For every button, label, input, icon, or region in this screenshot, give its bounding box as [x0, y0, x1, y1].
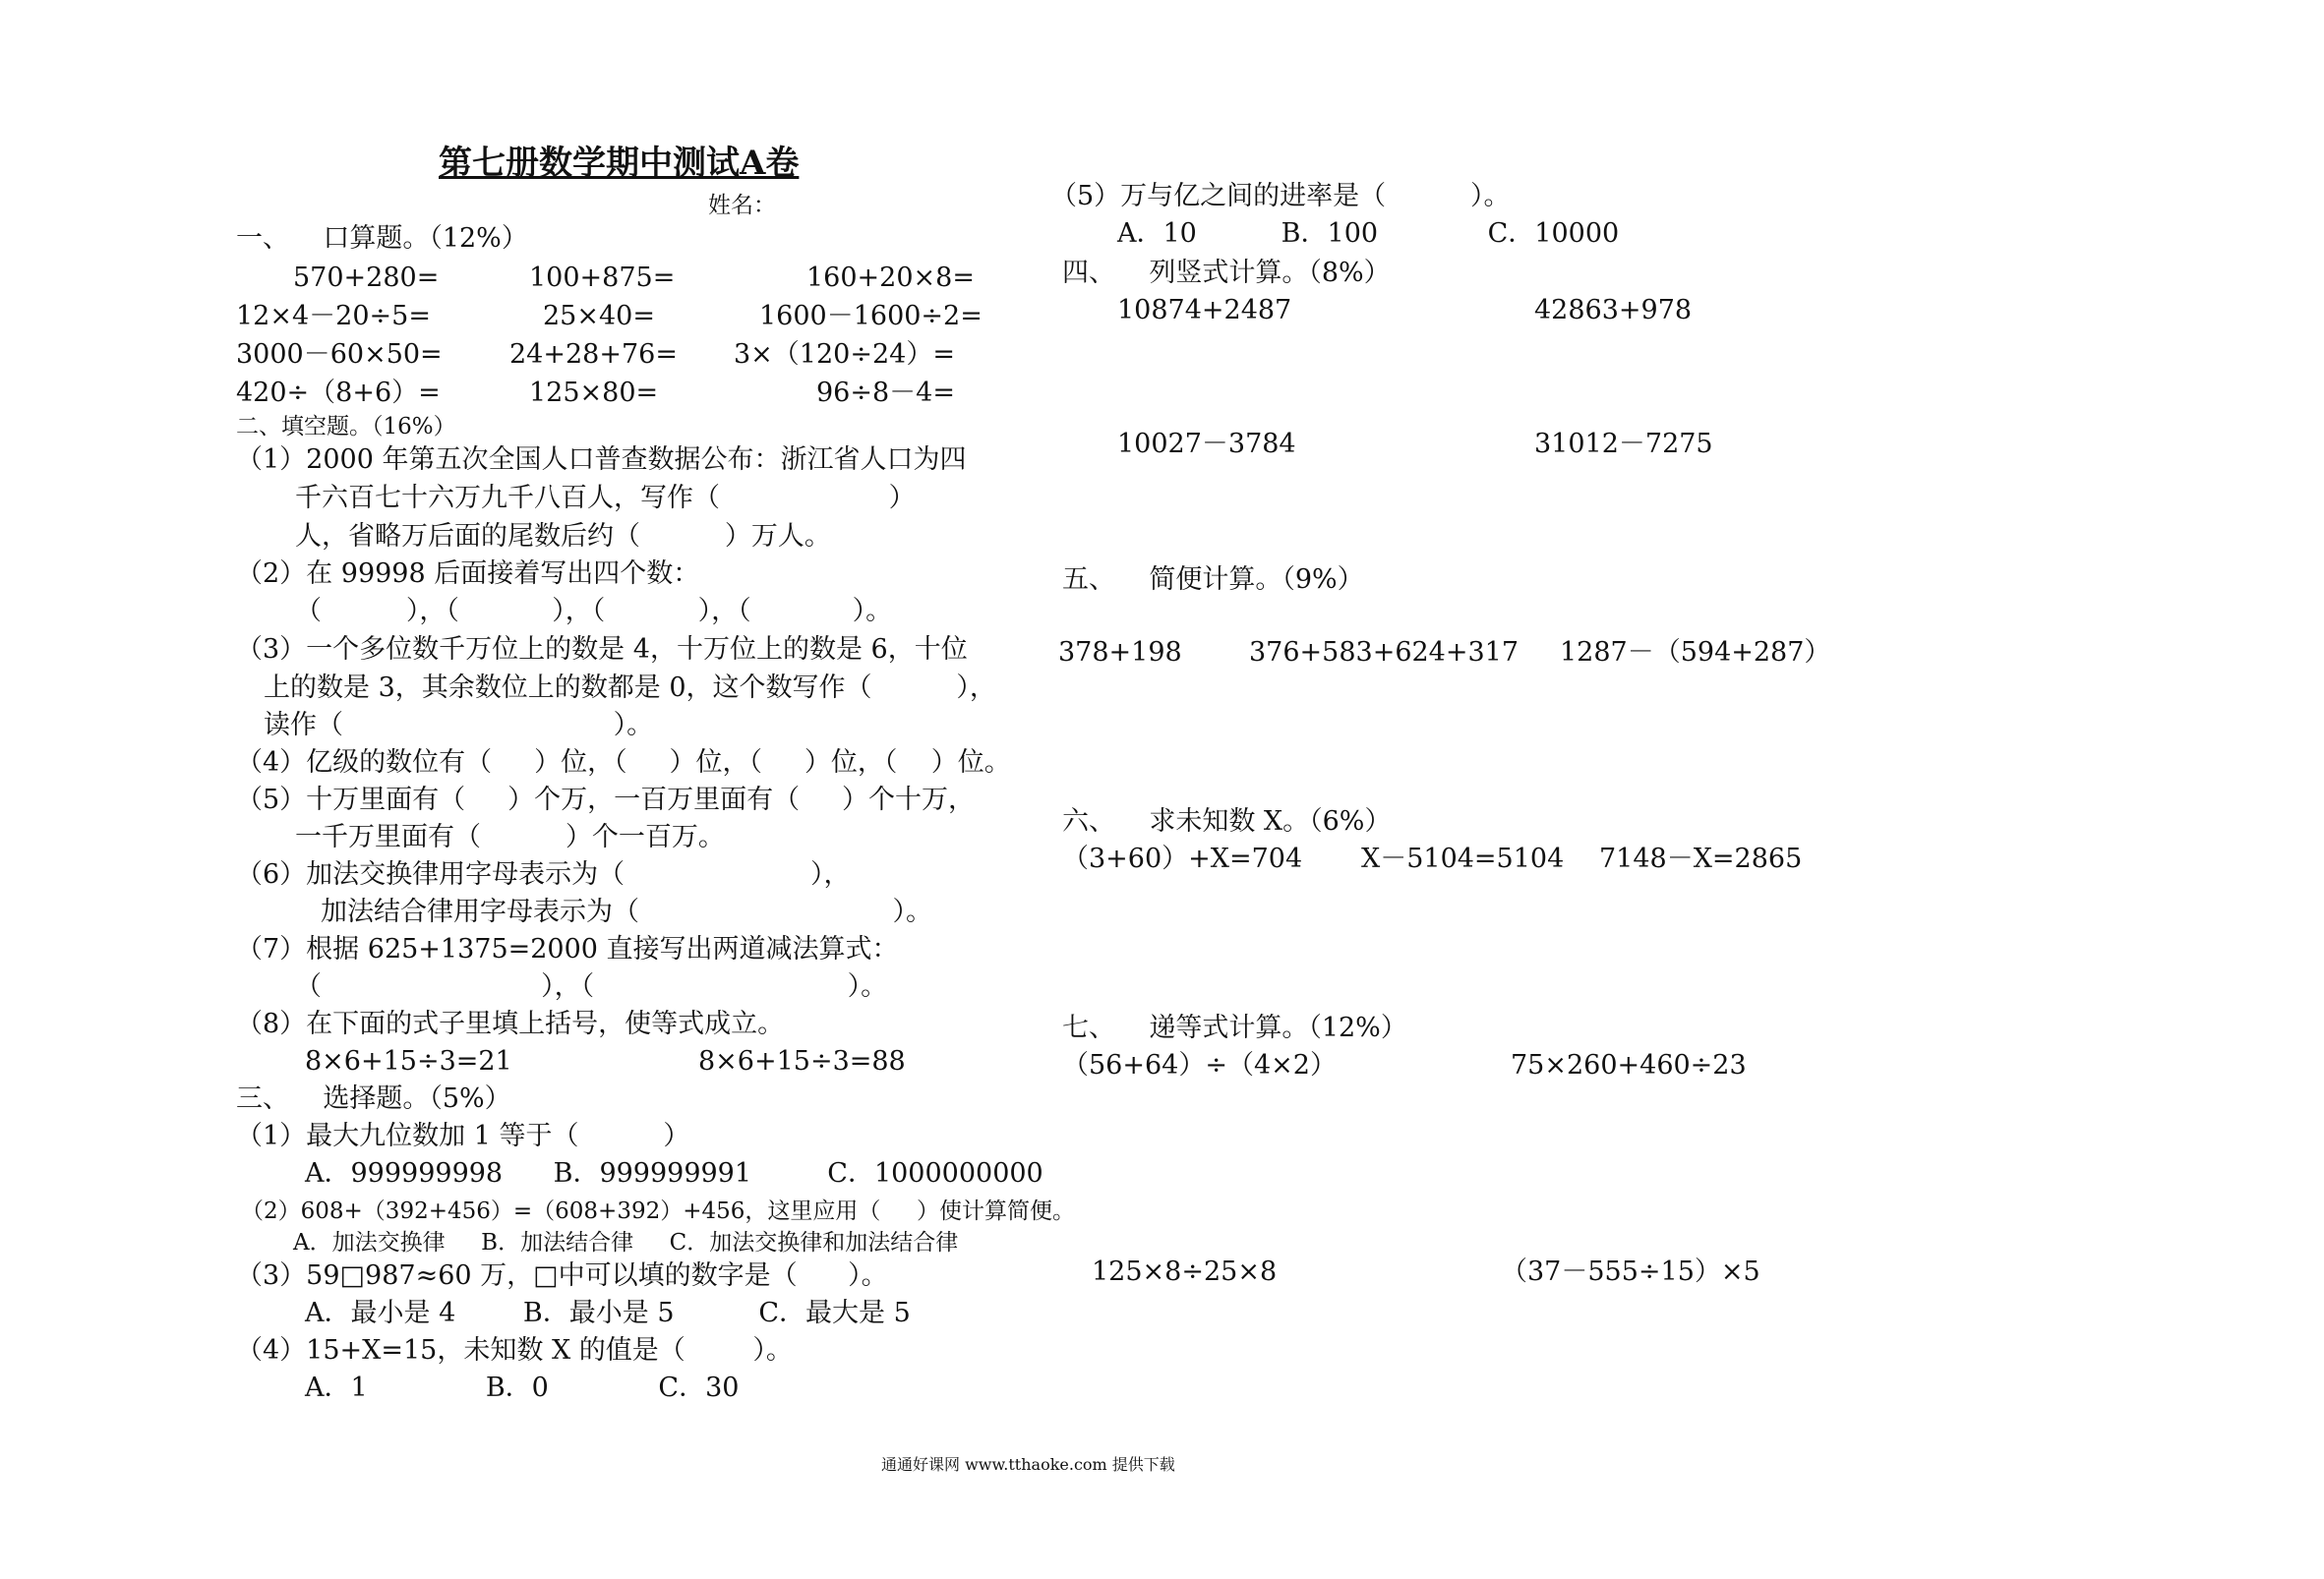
footer-credit: 通通好课网 www.tthaoke.com 提供下载	[881, 1455, 1175, 1474]
section-3-heading: 三、 选择题。（5%）	[236, 1083, 511, 1114]
choice-question: （2）608+（392+456）=（608+392）+456，这里应用（ ）使计算简便。	[241, 1199, 1075, 1224]
fill-question-line: （6）加法交换律用字母表示为（ ），	[236, 859, 851, 890]
stepwise-calc-item: （37－555÷15）×5	[1501, 1257, 1760, 1287]
choice-question: （5）万与亿之间的进率是（ ）。	[1050, 181, 1511, 211]
choice-question: （4）15+X=15，未知数 X 的值是（ ）。	[236, 1335, 793, 1366]
oral-calc-item: 3×（120÷24）=	[734, 339, 955, 370]
fill-question-line: （1）2000 年第五次全国人口普查数据公布：浙江省人口为四	[236, 444, 967, 475]
vertical-calc-item: 31012－7275	[1534, 429, 1713, 459]
choice-question: （3）59□987≈60 万，□中可以填的数字是（ ）。	[236, 1260, 888, 1291]
oral-calc-item: 12×4－20÷5=	[236, 301, 431, 331]
fill-question-line: （7）根据 625+1375=2000 直接写出两道减法算式：	[236, 934, 899, 965]
section-2-heading: 二、填空题。（16%）	[236, 414, 456, 439]
section-5-heading: 五、 简便计算。（9%）	[1062, 564, 1364, 595]
oral-calc-item: 1600－1600÷2=	[759, 301, 983, 331]
unknown-x-item: 7148－X=2865	[1599, 844, 1803, 874]
fill-question-line: （2）在 99998 后面接着写出四个数：	[236, 558, 700, 589]
equation-item: 8×6+15÷3=21	[305, 1046, 512, 1077]
vertical-calc-item: 42863+978	[1534, 295, 1693, 325]
fill-question-line: 加法结合律用字母表示为（ ）。	[321, 897, 932, 927]
choice-options: A．999999998 B．999999991 C．1000000000	[305, 1158, 1043, 1189]
section-6-heading: 六、 求未知数 X。（6%）	[1062, 806, 1392, 837]
fill-question-line: 一千万里面有（ ）个一百万。	[295, 822, 725, 852]
section-1-heading: 一、 口算题。（12%）	[236, 223, 528, 254]
equation-item: 8×6+15÷3=88	[698, 1046, 906, 1077]
fill-question-line: 人，省略万后面的尾数后约（ ）万人。	[295, 521, 831, 552]
oral-calc-item: 96÷8－4=	[816, 378, 955, 408]
simplify-item: 378+198	[1058, 637, 1182, 668]
unknown-x-item: X－5104=5104	[1361, 844, 1565, 874]
fill-question-line: （8）在下面的式子里填上括号，使等式成立。	[236, 1009, 785, 1039]
fill-question-line: 上的数是 3，其余数位上的数都是 0，这个数写作（ ），	[264, 673, 996, 703]
oral-calc-item: 24+28+76=	[509, 339, 678, 370]
oral-calc-item: 125×80=	[529, 378, 659, 408]
page-title: 第七册数学期中测试A卷	[439, 144, 800, 183]
fill-question-line: 千六百七十六万九千八百人，写作（ ）	[295, 483, 916, 513]
fill-question-line: （ ），（ ），（ ），（ ）。	[295, 596, 893, 626]
oral-calc-item: 100+875=	[529, 263, 676, 293]
oral-calc-item: 3000－60×50=	[236, 339, 443, 370]
fill-question-line: （5）十万里面有（ ）个万，一百万里面有（ ）个十万，	[236, 785, 976, 815]
fill-question-line: 读作（ ）。	[264, 710, 654, 740]
choice-options: A．10 B．100 C．10000	[1117, 218, 1620, 249]
choice-options: A．最小是 4 B．最小是 5 C．最大是 5	[305, 1298, 911, 1328]
name-label: 姓名：	[708, 193, 776, 218]
fill-question-line: （ ），（ ）。	[295, 971, 888, 1002]
fill-question-line: （4）亿级的数位有（ ）位，（ ）位，（ ）位，（ ）位。	[236, 747, 1011, 778]
fill-question-line: （3）一个多位数千万位上的数是 4，十万位上的数是 6，十位	[236, 634, 968, 665]
oral-calc-item: 420÷（8+6）=	[236, 378, 441, 408]
oral-calc-item: 25×40=	[543, 301, 655, 331]
choice-options: A．1 B．0 C．30	[305, 1373, 740, 1403]
simplify-item: 1287－（594+287）	[1560, 637, 1831, 668]
oral-calc-item: 160+20×8=	[806, 263, 975, 293]
stepwise-calc-item: 125×8÷25×8	[1092, 1257, 1278, 1287]
choice-question: （1）最大九位数加 1 等于（ ）	[236, 1121, 690, 1151]
vertical-calc-item: 10027－3784	[1117, 429, 1296, 459]
unknown-x-item: （3+60）+X=704	[1062, 844, 1303, 874]
simplify-item: 376+583+624+317	[1249, 637, 1520, 668]
section-7-heading: 七、 递等式计算。（12%）	[1062, 1013, 1407, 1043]
stepwise-calc-item: （56+64）÷（4×2）	[1062, 1050, 1337, 1081]
stepwise-calc-item: 75×260+460÷23	[1511, 1050, 1747, 1081]
vertical-calc-item: 10874+2487	[1117, 295, 1292, 325]
section-4-heading: 四、 列竖式计算。（8%）	[1062, 258, 1391, 288]
choice-options: A．加法交换律 B．加法结合律 C．加法交换律和加法结合律	[293, 1230, 959, 1256]
oral-calc-item: 570+280=	[293, 263, 440, 293]
